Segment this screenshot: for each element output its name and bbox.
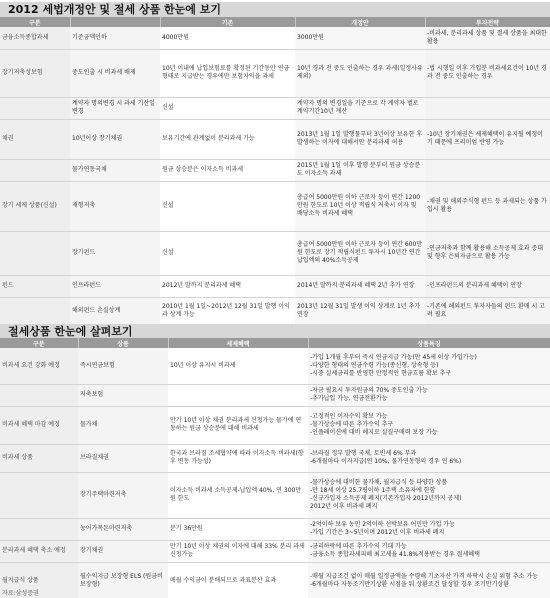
- table-cell: -기존에 해외펀드 투자자들의 펀드 환매 시 고려 필요: [425, 297, 550, 325]
- header-cell: 개정안: [295, 17, 425, 27]
- table-cell: 2013년 12월 31일 발생 이익 상계로 1년 추가 연장: [295, 297, 425, 325]
- table-cell: 이자소득 비과세 소득공제-납입액 40%, 연 300만원 한도: [168, 472, 308, 518]
- header-cell: 투자전략: [425, 17, 550, 27]
- table-cell: 월수익지급 보장형 ELS (원금비보장형): [78, 562, 168, 598]
- table-cell: 즉시연금보험: [78, 348, 168, 384]
- table-cell: -채권 및 해외주식형 펀드 등 과세되는 상품 가입시 활용: [425, 181, 550, 231]
- table-cell: 2014년 말까지 분리과세 혜택 2년 추가 연장: [295, 275, 425, 297]
- table-cell: [0, 384, 78, 406]
- table-cell: [0, 97, 70, 119]
- table-row: [0, 181, 550, 231]
- table-cell: 2013년 1월 1일 발행물부터 3년이상 보유한 후 발생하는 이자에 대해서만 분리과세 허용: [295, 119, 425, 159]
- tax-saving-products-table: [0, 338, 550, 598]
- table-cell: 비과세 상품: [0, 444, 78, 472]
- table-cell: 브라질채권: [78, 444, 168, 472]
- source-note: 자료:삼성증권: [2, 590, 39, 597]
- table-row: [0, 444, 550, 472]
- table-cell: [168, 384, 308, 406]
- table-cell: 총급여 5000만원 이하 근로자 등이 연간 600만원 한도로 장기 적립식펀드 투자시 10년간 연간납입액의 40%소득공제: [295, 231, 425, 275]
- table-cell: -고정적인 이자수익 확보 가능 -물가상승에 따른 추가수익 추구 -인플레이션에 대비 헤지로 실질구매력 보장 가능: [308, 406, 550, 444]
- table-row: [0, 297, 550, 325]
- section1-title: 2012 세법개정안 및 절세 상품 한눈에 보기: [0, 2, 550, 18]
- table-cell: 계약자 명의 변경일을 기준으로 각 계약자 별로 계약기간10년 계산: [295, 97, 425, 119]
- table-cell: 펀드: [0, 275, 70, 297]
- table-cell: [0, 518, 78, 540]
- table-cell: 2010년 1월 1일~2012년 12월 31일 발행 이익과 상계 가능: [160, 297, 295, 325]
- table-cell: 10년이상 장기채권: [70, 119, 160, 159]
- table-cell: [0, 231, 70, 275]
- table-cell: 장기채권: [78, 540, 168, 562]
- table-cell: 2012년 말까지 분리과세 혜택: [160, 275, 295, 297]
- table-cell: 분리과세 혜택 축소 예정: [0, 540, 78, 562]
- table-cell: 월지급식 상품: [0, 562, 78, 598]
- section2-title: 절세상품 한눈에 살펴보기: [0, 324, 550, 340]
- table-row: [0, 472, 550, 518]
- table-row: [0, 119, 550, 159]
- table-cell: 만기 10년 이상 채권 분리과세 신청가능 물가에 연동하는 원금 상승분에 대해 비과세: [168, 406, 308, 444]
- table-cell: 기준금액인하: [70, 27, 160, 49]
- table-cell: -10년 장기채권은 세제혜택이 유지될 예정이기 때문에 프리미엄 반영 가능: [425, 119, 550, 159]
- table-cell: -자금 필요시 투자원금의 70% 중도인출 가능 -추가납입 가능, 연금전환가능: [308, 384, 550, 406]
- tax-revision-table: [0, 17, 550, 326]
- table-cell: [425, 97, 550, 119]
- table-cell: 물가연동국채: [70, 159, 160, 181]
- table-cell: [425, 159, 550, 181]
- table-row: [0, 540, 550, 562]
- header-cell: 기존: [160, 17, 295, 27]
- table-cell: -연금저축과 함께 활용해 소득공제 효과 증대 및 향후 은퇴자금으로 활용 가능: [425, 231, 550, 275]
- table-cell: 2015년 1월 1일 이후 발행 분부터 원금 상승분도 이자소득 과세: [295, 159, 425, 181]
- table-row: [0, 406, 550, 444]
- table-cell: 물가채: [78, 406, 168, 444]
- table-cell: 중도인출 시 비과세 배제: [70, 49, 160, 97]
- table-cell: 10년 이내에 납입보험료를 확정된 기간동안 연금형태로 지급받는 경우에만 보험차익을 과세: [160, 49, 295, 97]
- table-cell: 신설: [160, 97, 295, 119]
- header-cell: 상품: [78, 338, 168, 348]
- table-cell: 한국과 브라질 조세협약에 따라 이자소득 비과세(향후 변동 가능성): [168, 444, 308, 472]
- table-cell: -물가상승에 대비한 물가채, 월지급식 등 다양한 상품 -만 18세 이상 25.7평이하 1주택 소유자에 한함 -신규가입자 소득공제 폐지(기존가입자 2012년까지 공제) 2012년 이후 비과세 폐지: [308, 472, 550, 518]
- table-cell: [0, 297, 70, 325]
- table-cell: 저축보험: [78, 384, 168, 406]
- table-cell: 4000만원: [160, 27, 295, 49]
- table-cell: 보유기간에 관계없이 분리과세 가능: [160, 119, 295, 159]
- table-cell: -법 시행일 이후 가입분 비과세요건이 10년 경과 전 중도 인출하는 경우: [425, 49, 550, 97]
- table-cell: 해외펀드 손실상계: [70, 297, 160, 325]
- header-cell: [70, 17, 160, 27]
- table-cell: 농어가목돈마련저축: [78, 518, 168, 540]
- table-cell: 비과세 요건 강화 예정: [0, 348, 78, 384]
- table-row: [0, 562, 550, 598]
- table-cell: [0, 159, 70, 181]
- table-cell: 재형저축: [70, 181, 160, 231]
- table-row: [0, 27, 550, 49]
- table-cell: 장기저축성보험: [0, 49, 70, 97]
- table-row: [0, 97, 550, 119]
- table-cell: [0, 472, 78, 518]
- table-cell: 장기펀드: [70, 231, 160, 275]
- table-cell: -인프라펀드의 분리과세 혜택이 연장: [425, 275, 550, 297]
- header-cell: 구분: [0, 338, 78, 348]
- table-cell: 채권: [0, 119, 70, 159]
- table-cell: -2억이하 보유 농민 2억이하 선박보유 어민만 가입 가능 -가입 기간은 3~5년이며 2012년 이후 비과세 폐지: [308, 518, 550, 540]
- table-cell: -브라질 정부 발행 국채, 토빈세 6% 부과 -6개월마다 이자지급(연 10%, 물가연동형의 경우 연 6%): [308, 444, 550, 472]
- table-cell: 신설: [160, 231, 295, 275]
- table-cell: 비과세 혜택 마감 예정: [0, 406, 78, 444]
- header-cell: 구분: [0, 17, 70, 27]
- table-cell: 장기 세제 상품(신설): [0, 181, 70, 231]
- table-cell: 10년 경과 전 중도 인출하는 경우 과세(일정사유 제외): [295, 49, 425, 97]
- table-cell: 신설: [160, 181, 295, 231]
- table-row: [0, 159, 550, 181]
- table-cell: 3000만원: [295, 27, 425, 49]
- table-cell: 금융소득종합과세: [0, 27, 70, 49]
- table-row: [0, 518, 550, 540]
- table-cell: 인프라펀드: [70, 275, 160, 297]
- table-cell: -가입 1개월 후부터 즉시 연금지급 가능(만 45세 이상 가입가능) -다양한 형태의 연금수령 가능(종신형, 상속형 등) -시중 실세금리를 반영한 안정적인 현금흐름 확보 추구: [308, 348, 550, 384]
- table-cell: -금리하락에 따른 추가수익 기대 가능 -금융소득 종합과세피해 최고세율 41.8%적용받는 경우 절세혜택: [308, 540, 550, 562]
- table-cell: 10년 이상 유지시 비과세: [168, 348, 308, 384]
- table-cell: 원금 상승분은 이자소득 비과세: [160, 159, 295, 181]
- table-row: [0, 275, 550, 297]
- table-row: [0, 49, 550, 97]
- table-header-row: [0, 338, 550, 348]
- table-cell: 총급여 5000만원 이하 근로자 등이 연간 1200만원 한도로 10년 이상 적립식 저축시 이자 및 배당소득 비과세 혜택: [295, 181, 425, 231]
- table-cell: 만기 10년 이상 채권의 이자에 대해 33% 분리 과세 신청가능: [168, 540, 308, 562]
- table-header-row: [0, 17, 550, 27]
- table-row: [0, 348, 550, 384]
- table-cell: 장기주택마련저축: [78, 472, 168, 518]
- table-cell: 매월 수익금이 분배되므로 과표분산 효과: [168, 562, 308, 598]
- header-cell: 상품특징: [308, 338, 550, 348]
- table-cell: -비과세, 분리과세 상품 및 절세 상품을 최대한 활용: [425, 27, 550, 49]
- table-row: [0, 384, 550, 406]
- table-row: [0, 231, 550, 275]
- table-cell: -매월 지급조건 없이 매월 일정금액을 수령해 기초자산 가격 하락시 손실 위험 추소 가능 -6개월마다 자동조기만기상환 시점을 둬 상환조건 달성할 경우 조기만기상환: [308, 562, 550, 598]
- table-cell: 계약자 명의변경 시 과세 기산일 변경: [70, 97, 160, 119]
- header-cell: 세제혜택: [168, 338, 308, 348]
- table-cell: 분기 36만원: [168, 518, 308, 540]
